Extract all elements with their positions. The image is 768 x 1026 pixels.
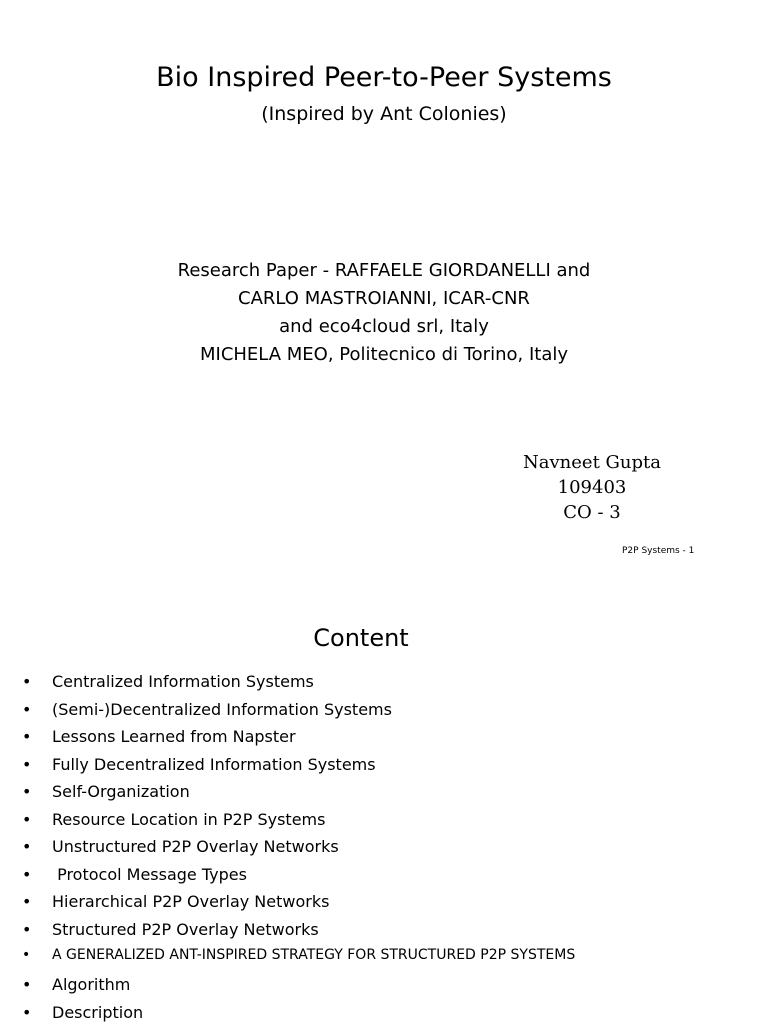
bullet-icon: • [22, 999, 31, 1026]
bullet-icon: • [22, 888, 31, 916]
list-item [22, 668, 662, 696]
slide-content [0, 580, 768, 1024]
list-item-text: A GENERALIZED ANT-INSPIRED STRATEGY FOR STRUCTURED P2P SYSTEMS [52, 947, 575, 963]
list-item-text: Lessons Learned from Napster [52, 727, 296, 746]
bullet-icon: • [22, 806, 31, 834]
bullet-icon: • [22, 971, 31, 999]
bullet-icon: • [22, 946, 30, 965]
list-item [22, 999, 662, 1026]
list-item [22, 861, 662, 889]
bullet-icon: • [22, 861, 31, 889]
authors-line: Research Paper - RAFFAELE GIORDANELLI and [0, 257, 768, 285]
list-item-text: Self-Organization [52, 782, 190, 801]
list-item [22, 943, 662, 971]
authors-line: and eco4cloud srl, Italy [0, 313, 768, 341]
list-item [22, 833, 662, 861]
list-item-text: Centralized Information Systems [52, 672, 314, 691]
list-item-text: Resource Location in P2P Systems [52, 810, 325, 829]
list-item-text: Description [52, 1003, 143, 1022]
list-item-text: Hierarchical P2P Overlay Networks [52, 892, 329, 911]
list-item [22, 888, 662, 916]
presenter-name: Navneet Gupta [500, 450, 684, 475]
list-item [22, 778, 662, 806]
slide-subtitle: (Inspired by Ant Colonies) [0, 103, 768, 125]
list-item-text: Algorithm [52, 975, 130, 994]
list-item [22, 751, 662, 779]
list-item-text: Structured P2P Overlay Networks [52, 920, 319, 939]
authors-line: MICHELA MEO, Politecnico di Torino, Italy [0, 341, 768, 369]
presenter-class: CO - 3 [500, 500, 684, 525]
presenter-roll: 109403 [500, 475, 684, 500]
list-item [22, 916, 662, 944]
bullet-icon: • [22, 751, 31, 779]
content-list [22, 668, 662, 1026]
slide-title-heading: Bio Inspired Peer-to-Peer Systems [0, 62, 768, 93]
list-item [22, 723, 662, 751]
list-item-text: Protocol Message Types [52, 865, 247, 884]
authors-line: CARLO MASTROIANNI, ICAR-CNR [0, 285, 768, 313]
list-item [22, 696, 662, 724]
bullet-icon: • [22, 778, 31, 806]
bullet-icon: • [22, 723, 31, 751]
bullet-icon: • [22, 668, 31, 696]
authors-block [0, 257, 768, 369]
bullet-icon: • [22, 696, 31, 724]
bullet-icon: • [22, 916, 31, 944]
list-item-text: Unstructured P2P Overlay Networks [52, 837, 339, 856]
list-item [22, 971, 662, 999]
list-item [22, 806, 662, 834]
content-heading: Content [0, 624, 722, 652]
presenter-block [500, 450, 684, 525]
bullet-icon: • [22, 833, 31, 861]
list-item-text: (Semi-)Decentralized Information Systems [52, 700, 392, 719]
slide-footer: P2P Systems - 1 [622, 546, 694, 556]
list-item-text: Fully Decentralized Information Systems [52, 755, 376, 774]
